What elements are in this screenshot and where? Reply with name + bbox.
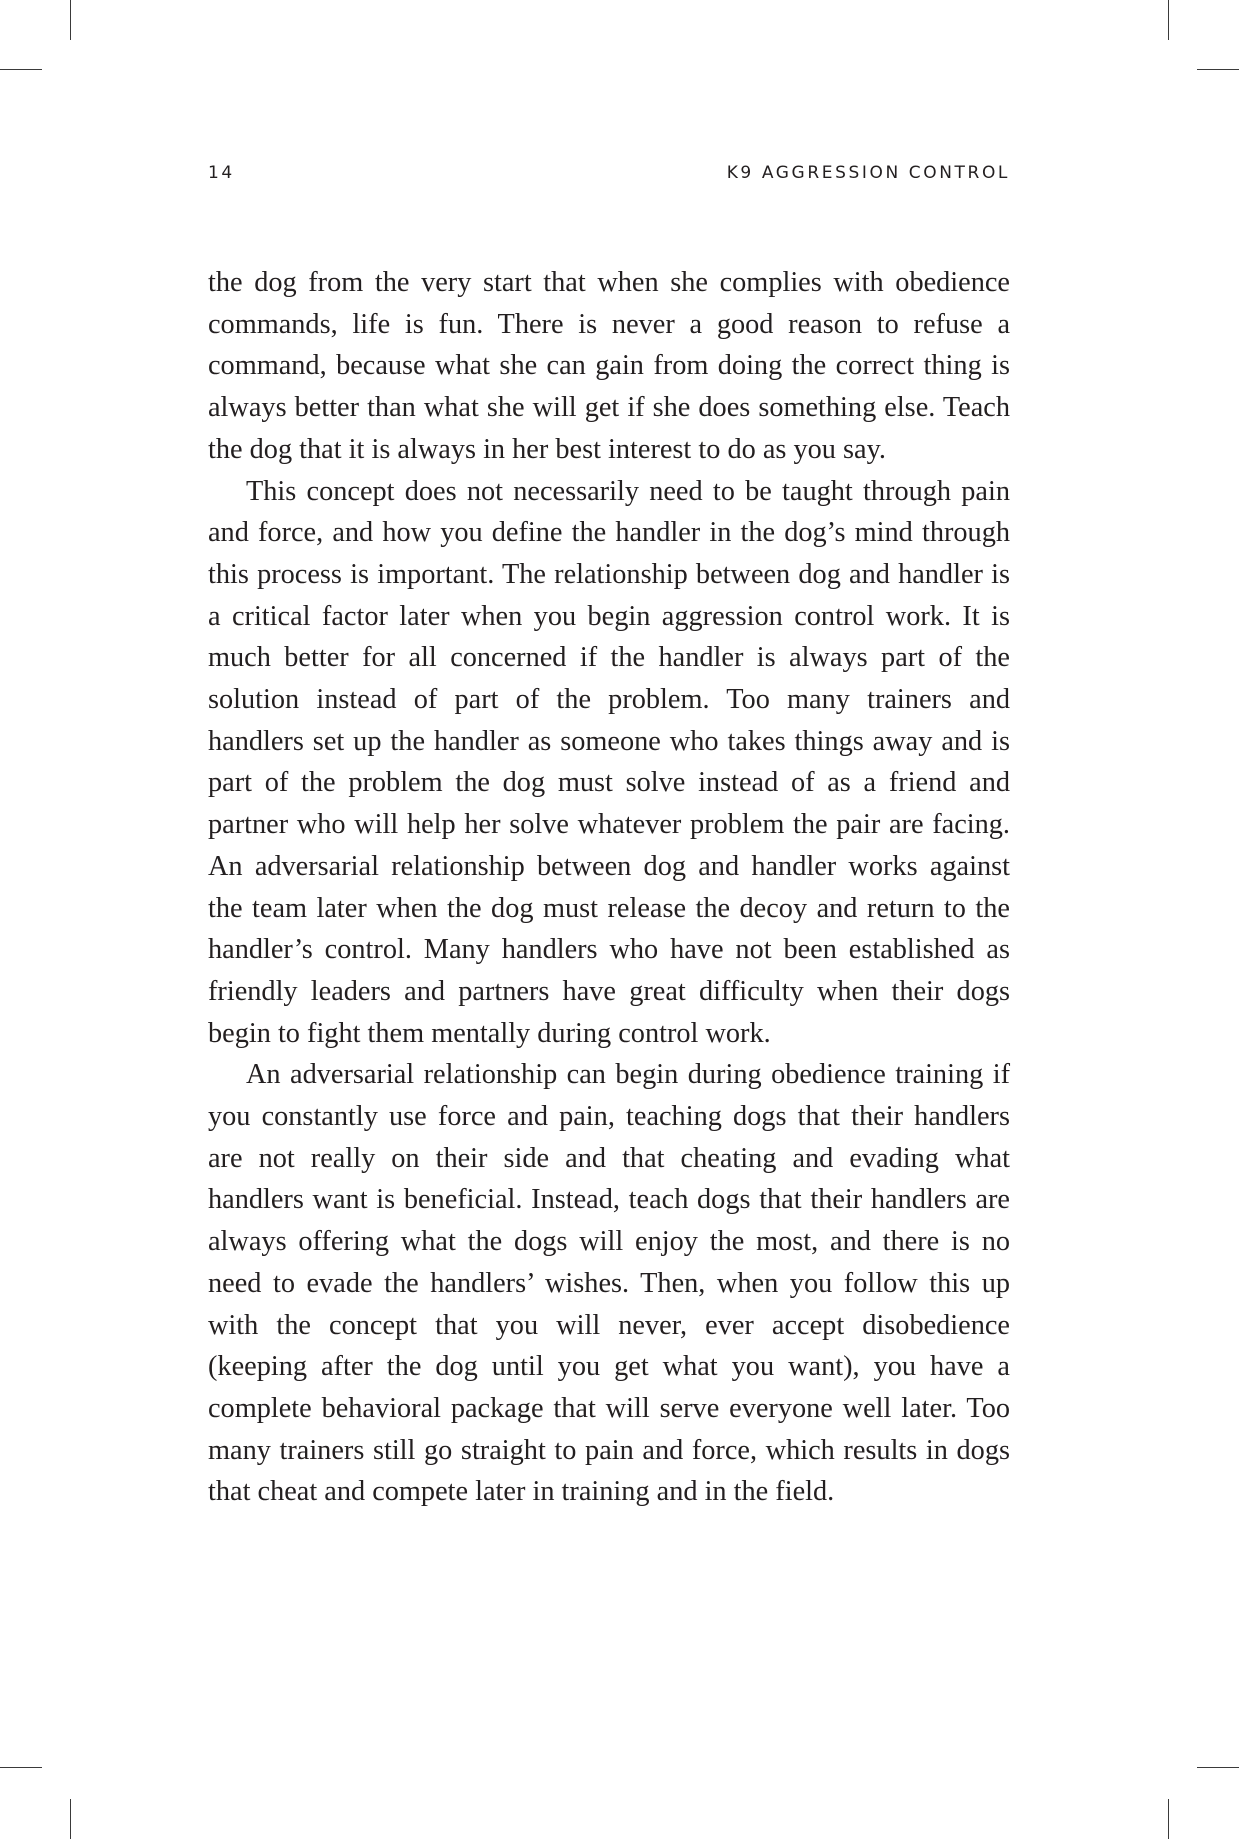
crop-mark-bottom-left — [70, 1799, 71, 1839]
paragraph-1: the dog from the very start that when she complies with obedience commands, life is fun. There is never a good reason to refuse a command, because what she can gain from doing the correct thing is always better than what she will get if she does something else. Teach the dog that it is always in her best interest to do as you say. — [208, 267, 1010, 465]
crop-mark-bottom-right — [1168, 1799, 1169, 1839]
crop-mark-top-left — [70, 0, 71, 40]
crop-mark-top-right-horizontal — [1197, 69, 1239, 70]
page-number: 14 — [208, 163, 235, 183]
paragraph-2: This concept does not necessarily need to be taught through pain and force, and how you define the handler in the dog’s mind through this process is important. The relationship between dog and handler is a critical factor later when you begin aggression control work. It is much better for all concerned if the handler is always part of the solution instead of part of the problem. Too many trainers and handlers set up the handler as someone who takes things away and is part of the problem the dog must solve instead of as a friend and partner who will help her solve whatever problem the pair are facing. An adversarial relationship between dog and handler works against the team later when the dog must release the decoy and return to the handler’s control. Many handlers who have not been established as friendly leaders and partners have great difficulty when their dogs begin to fight them mentally during control work. — [208, 475, 1010, 1049]
crop-mark-top-right — [1168, 0, 1169, 40]
crop-mark-top-left-horizontal — [0, 69, 42, 70]
paragraph-3: An adversarial relationship can begin during obedience training if you constantly use force and pain, teaching dogs that their handlers are not really on their side and that cheating and evading what handlers want is beneficial. Instead, teach dogs that their handlers are always offering what the dogs will enjoy the most, and there is no need to evade the handlers’ wishes. Then, when you follow this up with the concept that you will never, ever accept disobedience (keeping after the dog until you get what you want), you have a complete behavioral package that will serve everyone well later. Too many trainers still go straight to pain and force, which results in dogs that cheat and compete later in training and in the field. — [208, 1059, 1010, 1508]
book-title: K9 AGGRESSION CONTROL — [726, 163, 1010, 183]
body-text — [208, 262, 1010, 1513]
crop-mark-bottom-left-horizontal — [0, 1767, 42, 1768]
crop-mark-bottom-right-horizontal — [1197, 1767, 1239, 1768]
